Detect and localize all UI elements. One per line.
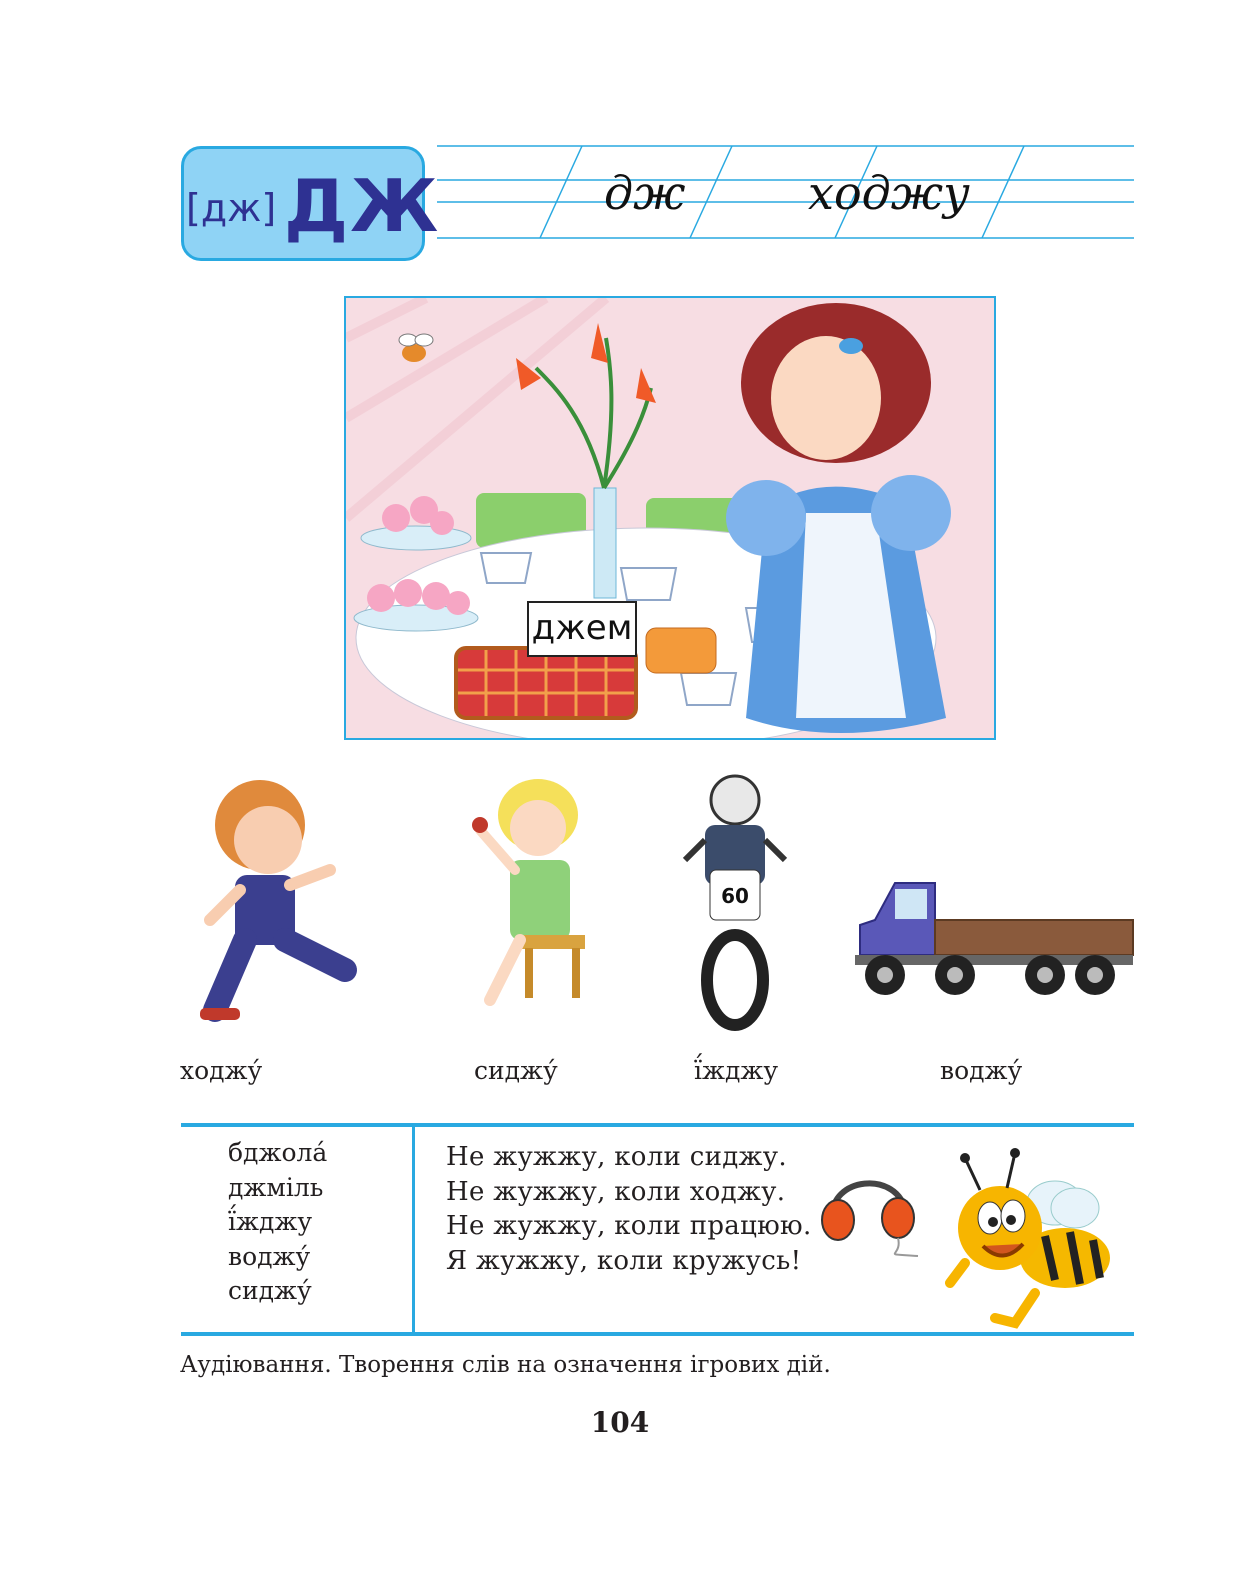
svg-text:60: 60 [721, 884, 749, 908]
word-list [228, 1136, 327, 1309]
bee-character-icon [945, 1148, 1125, 1333]
picture-word-ride: ї́жджу [694, 1056, 779, 1085]
picture-word-walk: ходжу́ [180, 1056, 263, 1085]
cursive-letters: дж [604, 166, 686, 220]
poem-line: Не жужжу, коли сиджу. [446, 1142, 787, 1172]
page-number: 104 [590, 1406, 650, 1439]
table-divider [412, 1125, 415, 1335]
sitting-girl-icon [460, 770, 610, 1025]
tea-party-illustration [344, 296, 996, 740]
girl-figure [726, 303, 951, 733]
list-item: ї́жджу [228, 1207, 313, 1236]
headphones-icon [818, 1168, 923, 1263]
cursive-word: ходжу [808, 166, 970, 220]
list-item: джміль [228, 1172, 324, 1202]
picture-word-sit: сиджу́ [474, 1056, 558, 1085]
sound-label: [дж] [186, 186, 277, 230]
picture-word-drive: воджу́ [940, 1056, 1023, 1085]
walking-boy-icon [190, 770, 370, 1030]
poem-line: Не жужжу, коли ходжу. [446, 1176, 786, 1207]
letter-title: ДЖ [284, 164, 441, 248]
poem-line: Не жужжу, коли працюю. [446, 1211, 812, 1241]
table-top-rule [181, 1123, 1134, 1127]
poem-line: Я жужжу, коли кружусь! [446, 1245, 802, 1276]
list-item: воджу́ [228, 1241, 311, 1271]
poem [446, 1140, 812, 1278]
handwriting-lines [437, 140, 1137, 245]
caption: Аудіювання. Творення слів на означення ігрових дій. [180, 1352, 831, 1378]
jam-label: джем [527, 601, 637, 657]
list-item: сиджу́ [228, 1276, 312, 1305]
truck-icon [850, 875, 1135, 1000]
motorcyclist-icon [675, 770, 795, 1030]
list-item: бджола́ [228, 1138, 328, 1167]
